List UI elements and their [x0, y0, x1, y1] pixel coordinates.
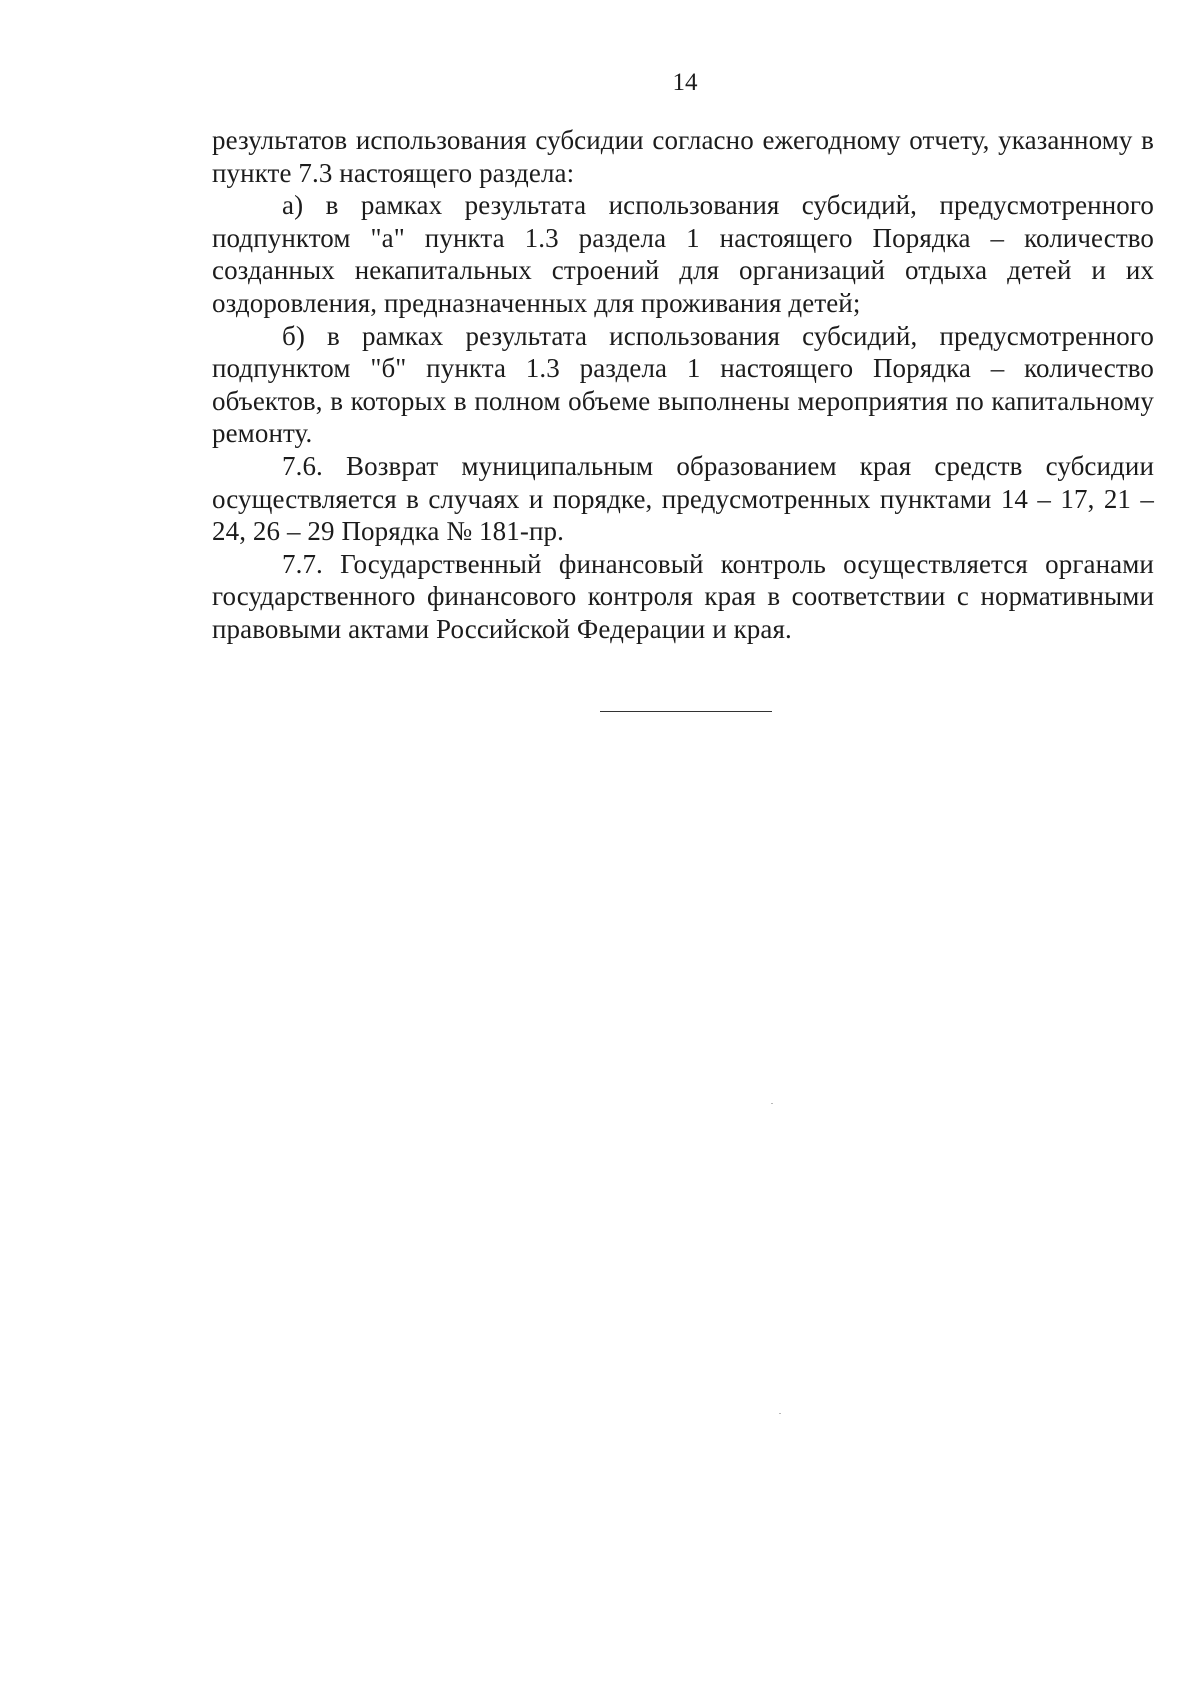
paragraph-item-b: б) в рамках результата использования субсидий, предусмотренного подпунктом "б" пункта 1.3 раздела 1 настоящего Порядка – количество объектов, в которых в полном объеме выполнены мероприятия по капитальному ремонту. [212, 320, 1154, 449]
end-of-document-rule [600, 711, 772, 712]
document-body [212, 124, 1154, 646]
paragraph-item-a: а) в рамках результата использования субсидий, предусмотренного подпунктом "а" пункта 1.3 раздела 1 настоящего Порядка – количество созданных некапитальных строений для организаций отдыха детей и их оздоровления, предназначенных для проживания детей; [212, 190, 1154, 318]
paragraph-7-7: 7.7. Государственный финансовый контроль осуществляется органами государственного финансового контроля края в соответствии с нормативными правовыми актами Российской Федерации и края. [212, 548, 1154, 644]
paragraph-continuation: результатов использования субсидии согласно ежегодному отчету, указанному в пункте 7.3 настоящего раздела: [212, 125, 1154, 188]
scan-speck [771, 1103, 773, 1104]
paragraph-7-6: 7.6. Возврат муниципальным образованием края средств субсидии осуществляется в случаях и порядке, предусмотренных пунктами 14 – 17, 21 – 24, 26 – 29 Порядка № 181-пр. [212, 450, 1154, 547]
scan-speck [779, 1413, 781, 1414]
page-number: 14 [672, 69, 698, 96]
